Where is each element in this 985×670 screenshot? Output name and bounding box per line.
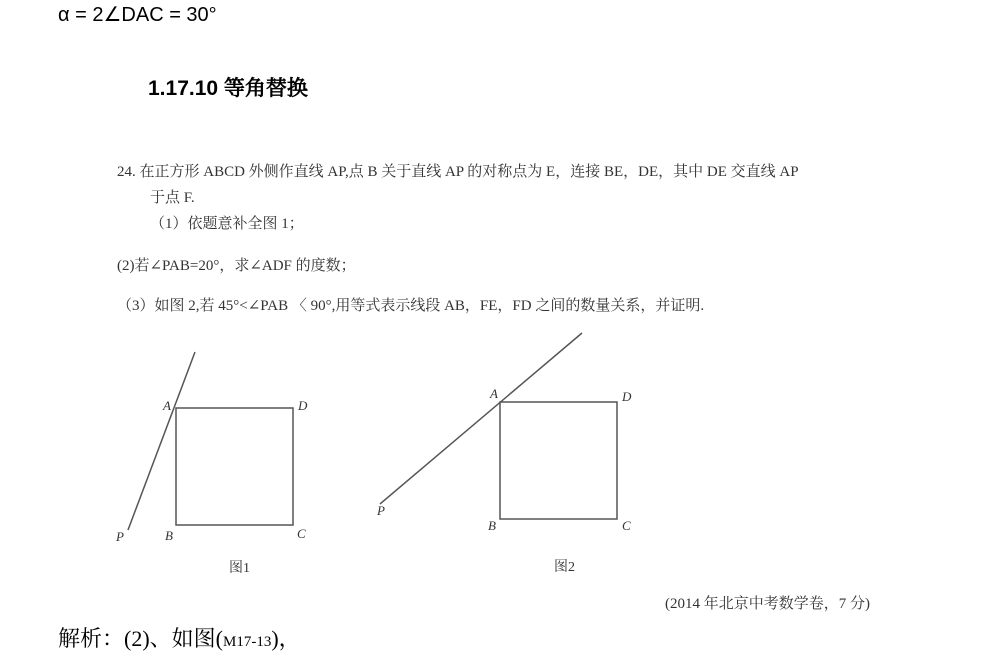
figure-1 [115, 352, 308, 544]
analysis-figure-ref: M17-13 [222, 634, 272, 650]
figure-2 [376, 333, 632, 533]
analysis-suffix: )， [271, 626, 301, 651]
figure2-line-ap [380, 333, 582, 504]
figure1-label-b: B [165, 528, 173, 543]
figure1-caption: 图1 [229, 561, 250, 576]
figure2-label-d: D [622, 389, 632, 404]
figure1-label-d: D [298, 398, 308, 413]
problem-statement-line2: 于点 F. [150, 190, 195, 206]
figure2-label-a: A [490, 386, 498, 401]
analysis-prefix: 解析：(2)、如图( [58, 626, 223, 651]
problem-part-3: （3）如图 2,若 45°<∠PAB 〈 90°,用等式表示线段 AB，FE，FD 之间的数量关系，并证明. [117, 298, 705, 314]
figure2-label-b: B [488, 518, 496, 533]
problem-part-2: (2)若∠PAB=20°，求∠ADF 的度数； [117, 258, 356, 274]
figure1-square-abcd [176, 408, 293, 525]
formula-line: α = 2∠DAC = 30° [58, 4, 217, 26]
figure2-square-abcd [500, 402, 617, 519]
problem-source: (2014 年北京中考数学卷，7 分) [665, 596, 870, 612]
problem-part-1: （1）依题意补全图 1； [150, 216, 304, 232]
figure2-label-c: C [622, 518, 631, 533]
problem-statement-line1: 24. 在正方形 ABCD 外侧作直线 AP,点 B 关于直线 AP 的对称点为 E，连接 BE，DE，其中 DE 交直线 AP [117, 164, 799, 180]
figure2-caption: 图2 [554, 560, 575, 575]
figure1-label-a: A [163, 398, 171, 413]
figure1-label-p: P [116, 529, 124, 544]
figure2-label-p: P [377, 503, 385, 518]
analysis-line [58, 622, 301, 653]
section-title: 1.17.10 等角替换 [148, 77, 308, 100]
figure1-label-c: C [297, 526, 306, 541]
figure1-line-ap [128, 352, 195, 530]
